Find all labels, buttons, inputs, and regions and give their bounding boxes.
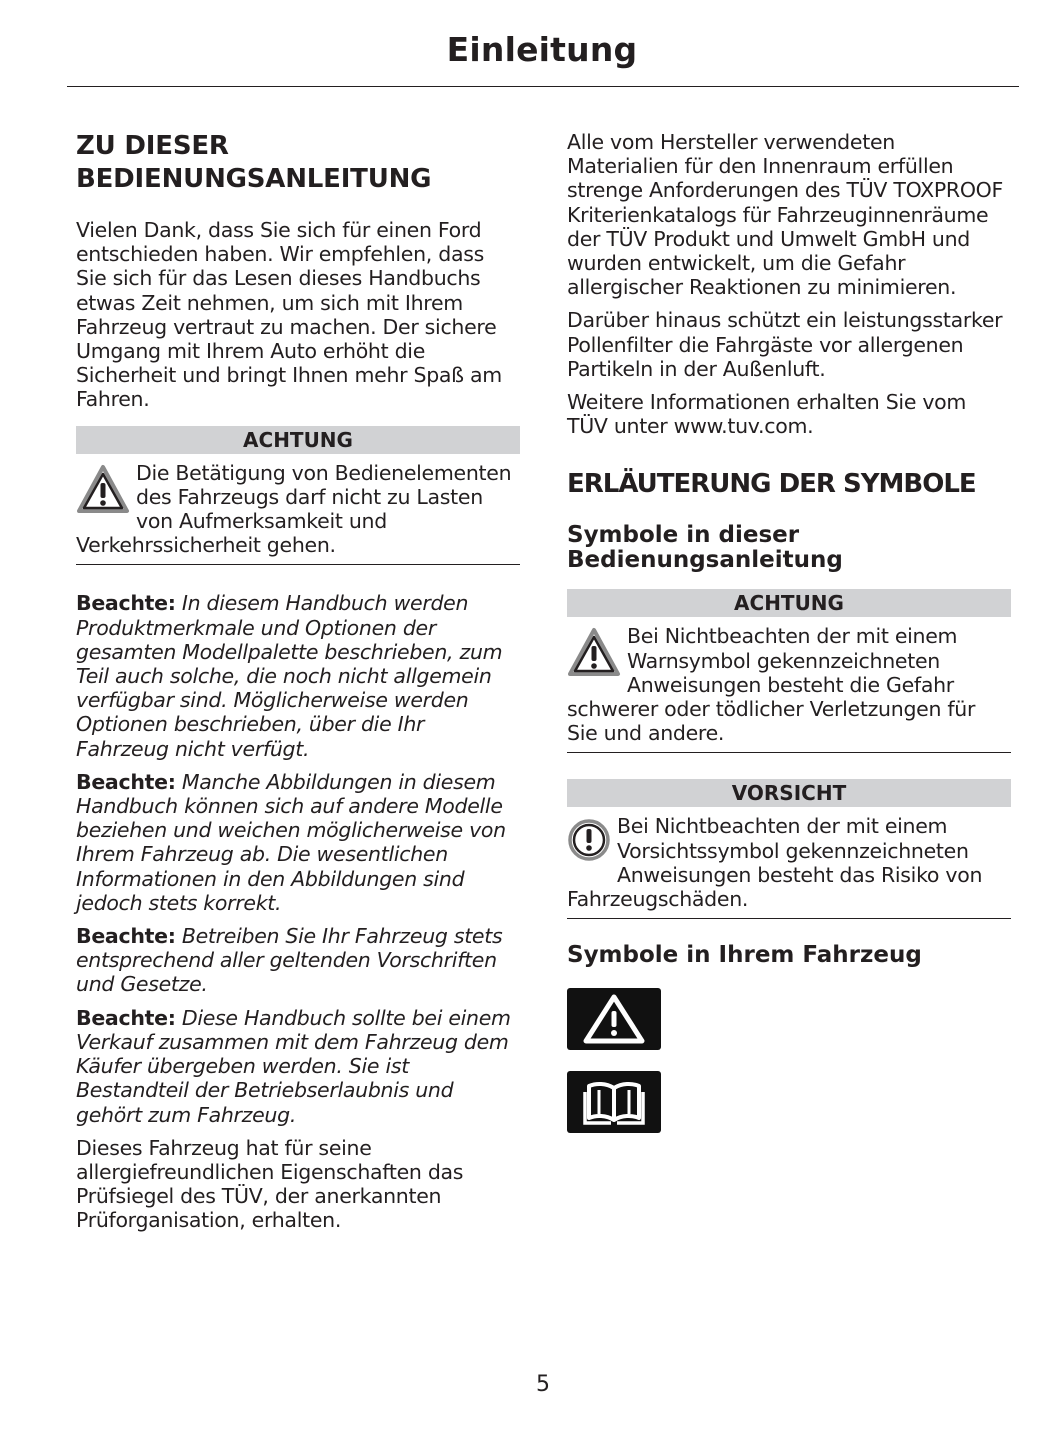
vehicle-warning-symbol xyxy=(567,988,661,1050)
note-label: Beachte: xyxy=(76,924,176,949)
note-text: In diesem Handbuch werden Produktmerkmale und Optionen der gesamten Modellpalette beschrieben, zum Teil auch solche, die noch nicht allgemein verfügbar sind. Möglicherweise werden Optionen beschrieben, über die Ihr Fahrzeug nicht verfügt. xyxy=(76,591,503,761)
right-column xyxy=(567,130,1011,1154)
warning-text: Bei Nichtbeachten der mit einem Warnsymbol gekennzeichneten Anweisungen besteht die Gefahr schwerer oder tödlicher Verletzungen für Sie und andere. xyxy=(567,624,976,746)
warning-label: ACHTUNG xyxy=(567,589,1011,617)
intro-paragraph: Vielen Dank, dass Sie sich für einen Ford entschieden haben. Wir empfehlen, dass Sie sich für das Lesen dieses Handbuchs etwas Zeit nehmen, um sich mit Ihrem Fahrzeug vertraut zu machen. Der sichere Umgang mit Ihrem Auto erhöht die Sicherheit und bringt Ihnen mehr Spaß am Fahren. xyxy=(76,218,502,412)
materials-paragraph: Alle vom Hersteller verwendeten Materialien für den Innenraum erfüllen strenge Anforderungen des TÜV TOXPROOF Kriterienkatalogs für Fahrzeuginnenräume der TÜV Produkt und Umwelt GmbH und wurden entwickelt, um die Gefahr allergischer Reaktionen zu minimieren. xyxy=(567,130,1004,300)
note-text: Diese Handbuch sollte bei einem Verkauf zusammen mit dem Fahrzeug dem Käufer übergeben werden. Sie ist Bestandteil der Betriebserlaubnis und gehört zum Fahrzeug. xyxy=(76,1005,511,1127)
subheading-manual-symbols: Symbole in dieser Bedienungsanleitung xyxy=(567,522,843,574)
warning-triangle-icon xyxy=(567,626,621,680)
note-2 xyxy=(76,770,520,915)
caution-label: VORSICHT xyxy=(567,779,1011,807)
left-column xyxy=(76,130,520,1242)
vehicle-manual-symbol xyxy=(567,1071,661,1133)
page-title: Einleitung xyxy=(446,30,638,69)
pollen-filter-paragraph: Darüber hinaus schützt ein leistungsstarker Pollenfilter die Fahrgäste vor allergenen Partikeln in der Außenluft. xyxy=(567,308,1003,381)
caution-box xyxy=(567,807,1011,919)
warning-triangle-icon xyxy=(76,463,130,517)
note-label: Beachte: xyxy=(76,1005,176,1030)
note-label: Beachte: xyxy=(76,769,176,794)
warning-label: ACHTUNG xyxy=(76,426,520,454)
warning-box xyxy=(567,617,1011,753)
tuv-paragraph: Dieses Fahrzeug hat für seine allergiefreundlichen Eigenschaften das Prüfsiegel des TÜV, der anerkannten Prüforganisation, erhalten. xyxy=(76,1135,464,1233)
open-book-icon xyxy=(582,1078,646,1126)
note-3 xyxy=(76,924,520,997)
subheading-vehicle-symbols: Symbole in Ihrem Fahrzeug xyxy=(567,942,922,969)
title-divider xyxy=(67,86,1019,87)
warning-text: Die Betätigung von Bedienelementen des Fahrzeugs darf nicht zu Lasten von Aufmerksamkeit und Verkehrssicherheit gehen. xyxy=(76,460,512,558)
warning-triangle-icon xyxy=(582,993,646,1045)
note-1 xyxy=(76,591,520,760)
note-4 xyxy=(76,1006,520,1127)
more-info-paragraph: Weitere Informationen erhalten Sie vom TÜV unter www.tuv.com. xyxy=(567,390,967,439)
caution-text: Bei Nichtbeachten der mit einem Vorsichtssymbol gekennzeichneten Anweisungen besteht das Risiko von Fahrzeugschäden. xyxy=(567,814,983,912)
caution-circle-icon xyxy=(567,817,611,863)
note-label: Beachte: xyxy=(76,591,176,616)
note-text: Betreiben Sie Ihr Fahrzeug stets entsprechend aller geltenden Vorschriften und Gesetze. xyxy=(76,924,503,997)
section-heading-symbols: ERLÄUTERUNG DER SYMBOLE xyxy=(567,469,976,500)
section-heading-about-manual: ZU DIESER BEDIENUNGSANLEITUNG xyxy=(76,131,432,194)
note-text: Manche Abbildungen in diesem Handbuch können sich auf andere Modelle beziehen und weichen möglicherweise von Ihrem Fahrzeug ab. Die wesentlichen Informationen in den Abbildungen sind jedoch stets korrekt. xyxy=(76,769,506,915)
page-number: 5 xyxy=(536,1372,550,1397)
warning-box xyxy=(76,454,520,566)
